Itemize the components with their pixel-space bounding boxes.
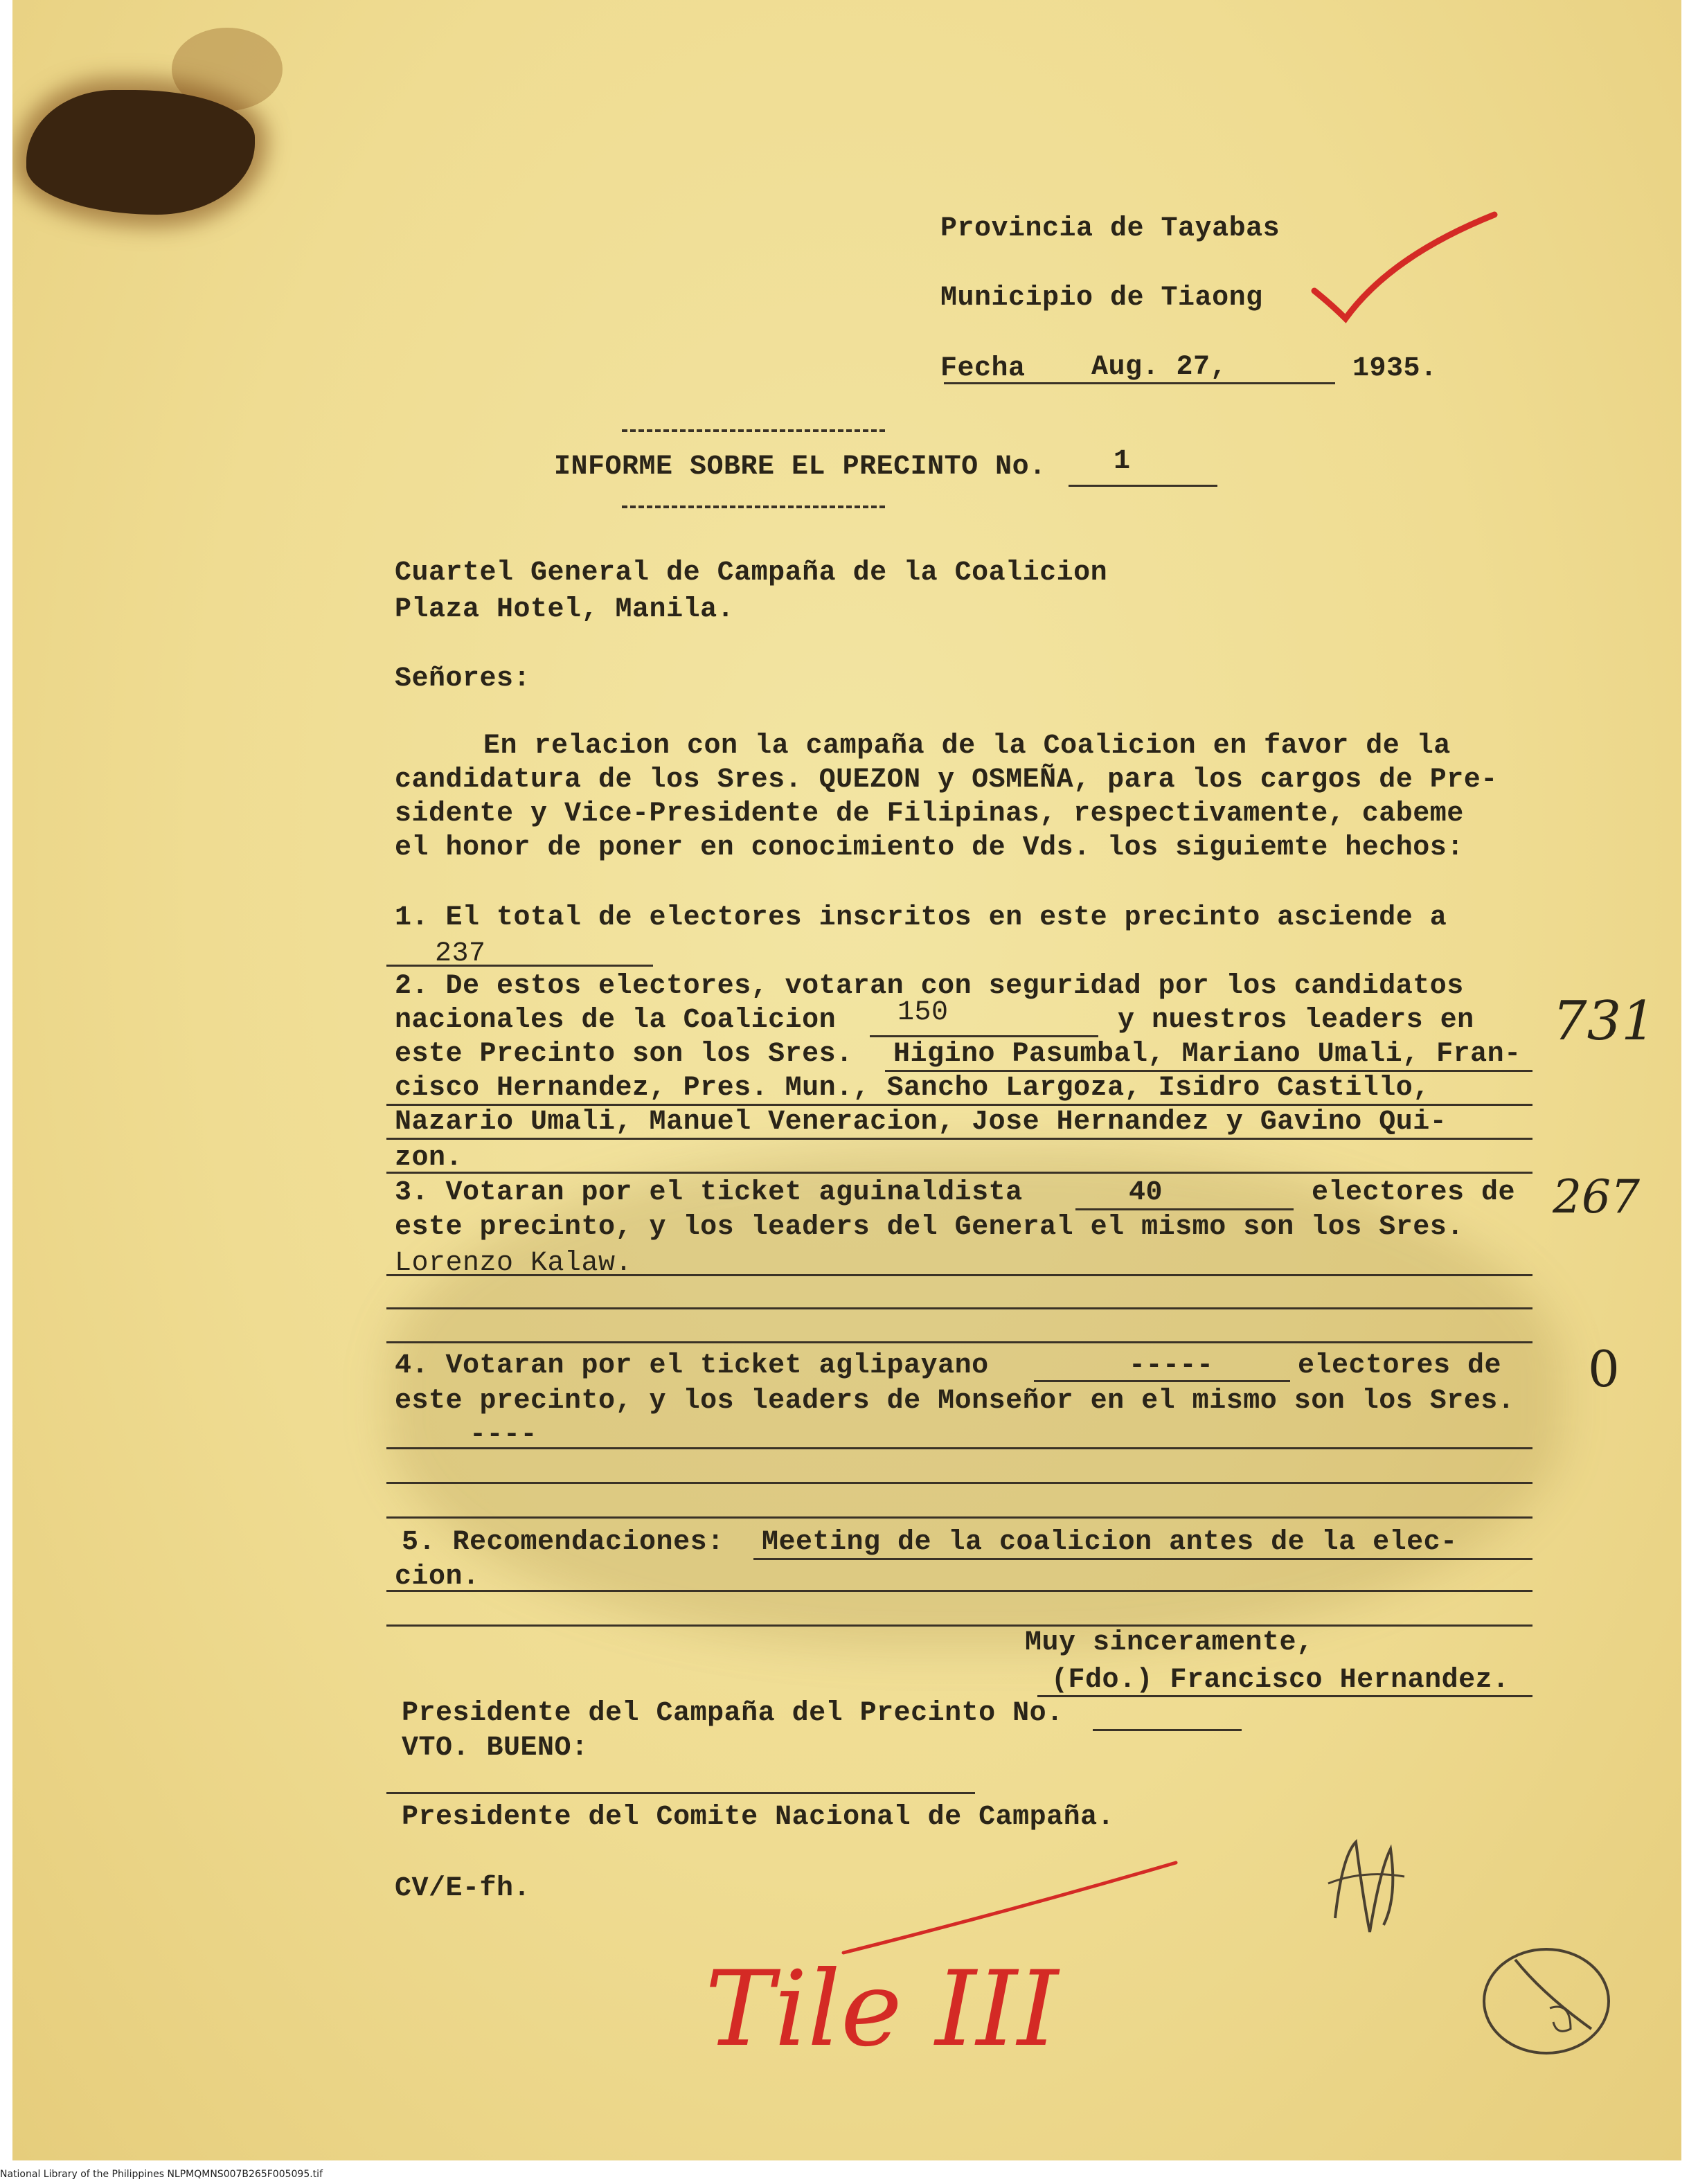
item1-text: 1. El total de electores inscritos en este precinto asciende a [395, 902, 1447, 933]
item3-line1b: electores de [1312, 1177, 1516, 1208]
item4-value: ----- [1129, 1350, 1214, 1381]
closing-signature: (Fdo.) Francisco Hernandez. [1051, 1665, 1510, 1696]
signature-underline [1037, 1695, 1532, 1697]
item3-value-underline [1075, 1208, 1294, 1210]
date-value: Aug. 27, [1091, 352, 1228, 383]
item4-line1a: 4. Votaran por el ticket aglipayano [395, 1350, 989, 1381]
item5-blank-line [386, 1624, 1532, 1627]
item2-line2a: nacionales de la Coalicion [395, 1005, 837, 1036]
item2-line5-underline [386, 1138, 1532, 1140]
item2-line3-underline [885, 1070, 1532, 1072]
item4-line2: este precinto, y los leaders de Monseñor en el mismo son los Sres. [395, 1386, 1515, 1417]
margin-note-267: 267 [1553, 1170, 1640, 1224]
item5-line2: cion. [395, 1561, 480, 1593]
item5-line1: Meeting de la coalicion antes de la elec- [762, 1527, 1458, 1558]
item4-blank-line1 [386, 1447, 1532, 1449]
item2-line4: cisco Hernandez, Pres. Mun., Sancho Largoza, Isidro Castillo, [395, 1073, 1430, 1104]
date-label: Fecha [940, 353, 1026, 384]
red-handwritten-note: Tile III [705, 1949, 1059, 2070]
item2-line2b: y nuestros leaders en [1118, 1005, 1474, 1036]
reference-initials: CV/E-fh. [395, 1873, 531, 1904]
addressee-line1: Cuartel General de Campaña de la Coalicion [395, 557, 1108, 589]
item5-label: 5. Recomendaciones: [402, 1527, 724, 1558]
item3-value: 40 [1129, 1177, 1163, 1208]
item2-line5: Nazario Umali, Manuel Veneracion, Jose Hernandez y Gavino Qui- [395, 1107, 1447, 1138]
province-line: Provincia de Tayabas [940, 213, 1280, 244]
precinct-president-underline [1093, 1729, 1242, 1731]
national-president-signature-line [386, 1792, 975, 1794]
item2-line3b: Higino Pasumbal, Mariano Umali, Fran- [893, 1039, 1521, 1070]
item3-blank-line1 [386, 1307, 1532, 1309]
red-underline-stroke-icon [830, 1856, 1190, 1960]
item3-line1a: 3. Votaran por el ticket aguinaldista [395, 1177, 1023, 1208]
intro-line4: el honor de poner en conocimiento de Vds. los siguiemte hechos: [395, 832, 1464, 863]
item5-line1-underline [753, 1558, 1532, 1560]
title-rule-top [622, 429, 885, 432]
item2-line4-underline [386, 1104, 1532, 1106]
addressee-line2: Plaza Hotel, Manila. [395, 594, 735, 625]
item4-line1b: electores de [1298, 1350, 1502, 1381]
report-title: INFORME SOBRE EL PRECINTO No. [554, 451, 1046, 483]
item2-value: 150 [897, 997, 949, 1028]
intro-line2: candidatura de los Sres. QUEZON y OSMEÑA, para los cargos de Pre- [395, 764, 1498, 796]
red-checkmark-icon [1307, 208, 1501, 325]
precinct-number-underline [1069, 485, 1217, 487]
item2-line6: zon. [395, 1143, 463, 1174]
archive-footer: National Library of the Philippines NLPMQMNS007B265F005095.tif [0, 2169, 323, 2180]
item3-line3-underline [386, 1274, 1532, 1276]
item2-value-underline [870, 1035, 1098, 1037]
precinct-president-label: Presidente del Campaña del Precinto No. [402, 1698, 1064, 1729]
precinct-number: 1 [1114, 446, 1131, 477]
item2-line6-underline [386, 1172, 1532, 1174]
pencil-initials-icon [1314, 1828, 1418, 1946]
date-year: 1935. [1352, 353, 1438, 384]
item1-value: 237 [435, 938, 486, 969]
item4-value-underline [1034, 1380, 1290, 1382]
item2-line3a: este Precinto son los Sres. [395, 1039, 853, 1070]
salutation: Señores: [395, 663, 531, 695]
item3-line3: Lorenzo Kalaw. [395, 1248, 633, 1279]
margin-note-731: 731 [1553, 990, 1656, 1053]
item3-blank-line2 [386, 1341, 1532, 1343]
margin-note-zero: 0 [1588, 1340, 1620, 1398]
item2-line1: 2. De estos electores, votaran con seguridad por los candidatos [395, 971, 1464, 1002]
document-page [12, 0, 1681, 2160]
intro-line1: En relacion con la campaña de la Coalicion en favor de la [483, 731, 1451, 762]
item4-blank-line3 [386, 1516, 1532, 1519]
title-rule-bottom [622, 505, 885, 508]
item1-underline [386, 965, 653, 967]
pencil-circle-mark-icon [1467, 1932, 1626, 2070]
intro-line3: sidente y Vice-Presidente de Filipinas, respectivamente, cabeme [395, 798, 1464, 830]
closing-line1: Muy sinceramente, [1025, 1627, 1314, 1658]
date-underline [944, 382, 1335, 384]
burn-mark [26, 90, 255, 215]
item4-blank-line2 [386, 1482, 1532, 1484]
vto-bueno-label: VTO. BUENO: [402, 1733, 589, 1764]
item3-line2: este precinto, y los leaders del General el mismo son los Sres. [395, 1212, 1464, 1243]
national-president-label: Presidente del Comite Nacional de Campaña. [402, 1802, 1115, 1833]
municipality-line: Municipio de Tiaong [940, 283, 1263, 314]
item4-line3: ---- [470, 1420, 538, 1451]
item5-line2-underline [386, 1590, 1532, 1592]
